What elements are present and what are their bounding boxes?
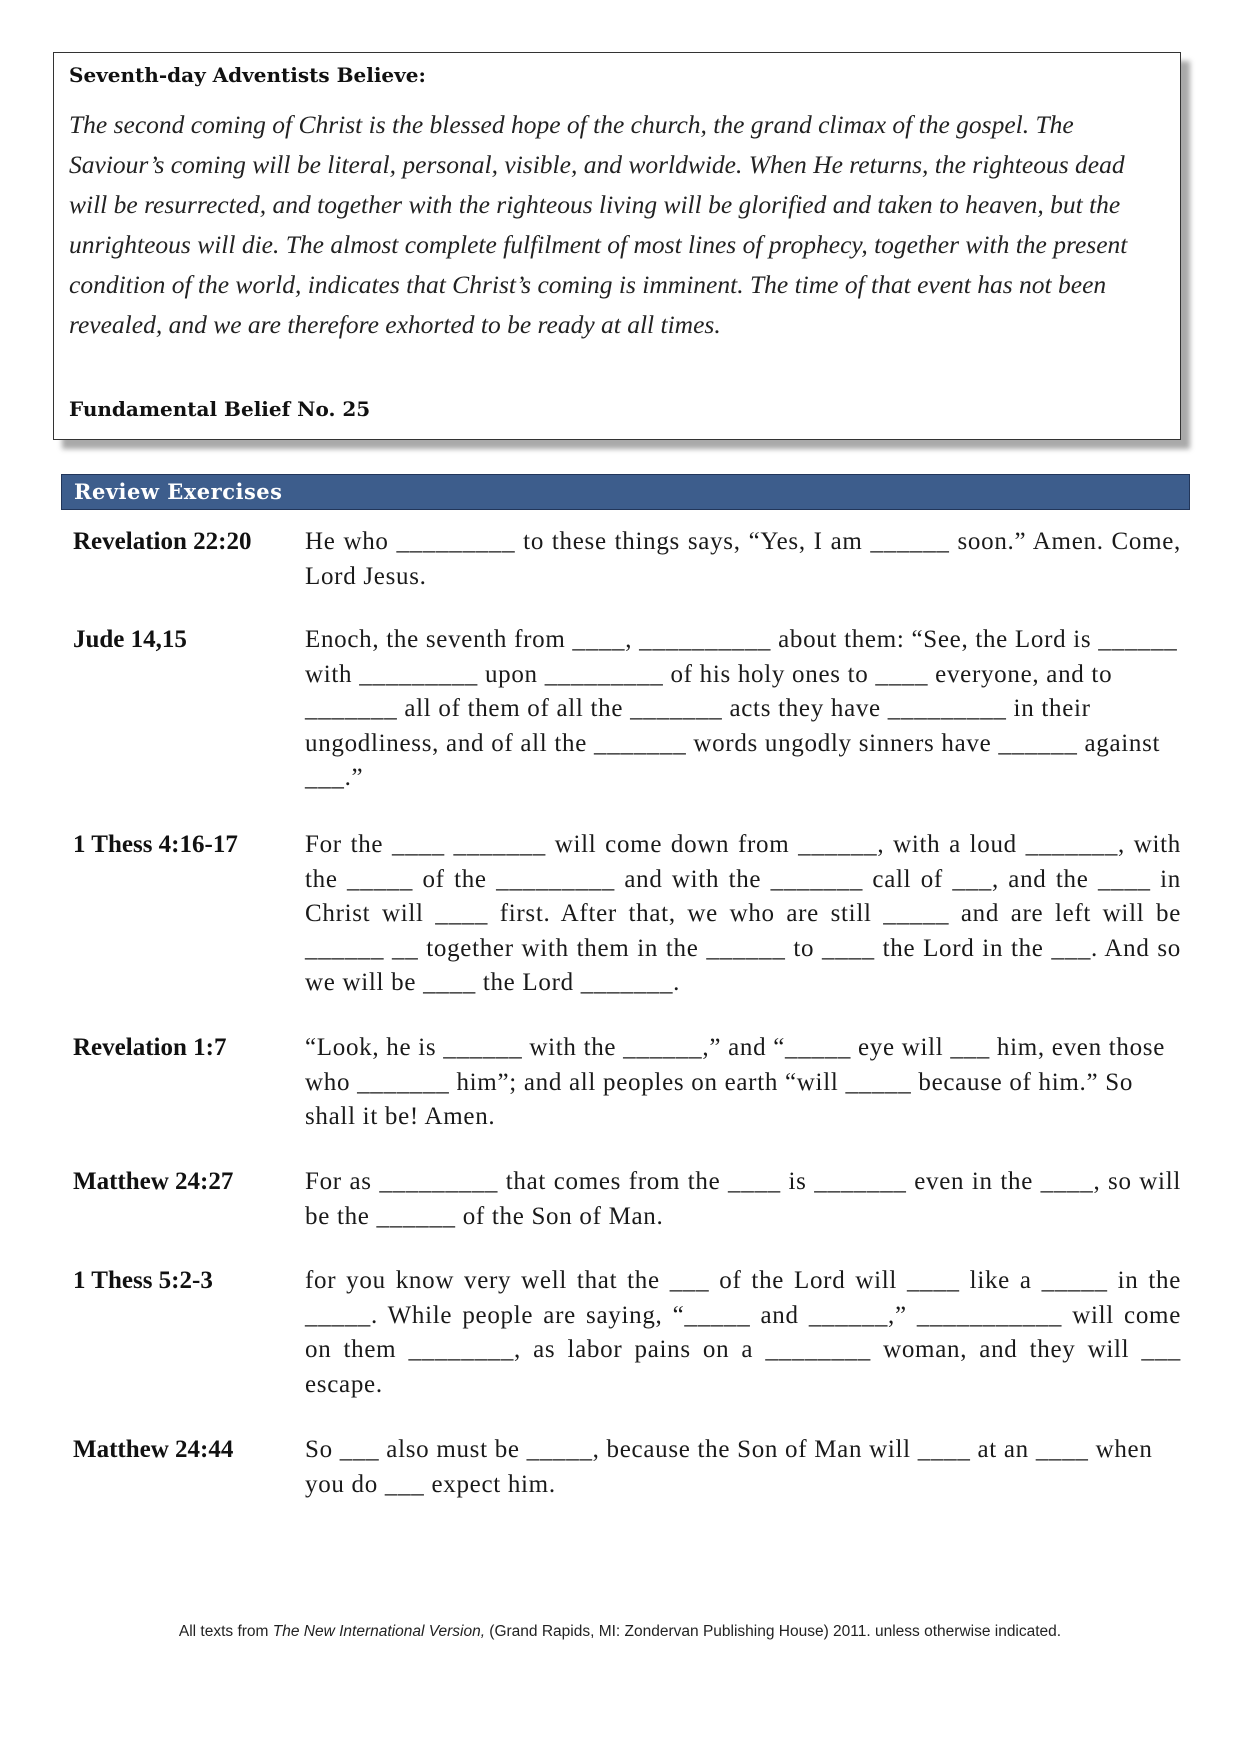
- footnote-prefix: All texts from: [178, 1623, 273, 1640]
- belief-statement: The second coming of Christ is the blessed hope of the church, the grand climax of the gospel. The Saviour’s coming will be literal, personal, visible, and worldwide. When He returns, the righteous dead will be resurrected, and together with the righteous living will be glorified and taken to heaven, but the unrighteous will die. The almost complete fulfilment of most lines of prophecy, together with the present condition of the world, indicates that Christ’s coming is imminent. The time of that event has not been revealed, and we are therefore exhorted to be ready at all times.: [69, 110, 1128, 339]
- fill-in-verse: For as _________ that comes from the ____ is _______ even in the ____, so will be the ______ of the Son of Man.: [305, 1168, 1181, 1230]
- fill-in-verse: He who _________ to these things says, “Yes, I am ______ soon.” Amen. Come, Lord Jesus.: [305, 528, 1181, 590]
- fill-in-verse: “Look, he is ______ with the ______,” and “_____ eye will ___ him, even those who _______ him”; and all peoples on earth “will _____ because of him.” So shall it be! Amen.: [305, 1034, 1166, 1130]
- belief-heading: Seventh-day Adventists Believe:: [69, 63, 426, 87]
- footnote-suffix: (Grand Rapids, MI: Zondervan Publishing House) 2011. unless otherwise indicated.: [485, 1623, 1062, 1640]
- review-exercises-header: [61, 474, 1190, 510]
- section-title: Review Exercises: [74, 479, 283, 504]
- fill-in-verse: Enoch, the seventh from ____, __________ about them: “See, the Lord is ______ with _________ upon _________ of his holy ones to ____ everyone, and to _______ all of them of all the _______ acts they have _________ in their ungodliness, and of all the _______ words ungodly sinners have ______ against ___.”: [305, 626, 1178, 791]
- fill-in-verse: For the ____ _______ will come down from ______, with a loud _______, with the _____ of the _________ and with the _______ call of ___, and the ____ in Christ will ____ first. After that, we who are still _____ and are left will be ______ __ together with them in the ______ to ____ the Lord in the ___. And so we will be ____ the Lord _______.: [305, 831, 1181, 996]
- belief-number: Fundamental Belief No. 25: [69, 397, 371, 421]
- scripture-reference: Revelation 22:20: [73, 528, 252, 555]
- scripture-reference: 1 Thess 4:16-17: [73, 831, 238, 858]
- scripture-reference: Revelation 1:7: [73, 1034, 227, 1061]
- scripture-reference: Matthew 24:44: [73, 1436, 234, 1463]
- belief-box: [53, 52, 1181, 440]
- fill-in-verse: for you know very well that the ___ of the Lord will ____ like a _____ in the _____. While people are saying, “_____ and ______,” ___________ will come on them ________, as labor pains on a ________ woman, and they will ___ escape.: [305, 1267, 1181, 1398]
- scripture-reference: Jude 14,15: [73, 626, 187, 653]
- fill-in-verse: So ___ also must be _____, because the Son of Man will ____ at an ____ when you do ___ expect him.: [305, 1436, 1153, 1498]
- source-footnote: [0, 1623, 1240, 1641]
- scripture-reference: Matthew 24:27: [73, 1168, 234, 1195]
- footnote-title: The New International Version,: [272, 1623, 485, 1640]
- scripture-reference: 1 Thess 5:2-3: [73, 1267, 213, 1294]
